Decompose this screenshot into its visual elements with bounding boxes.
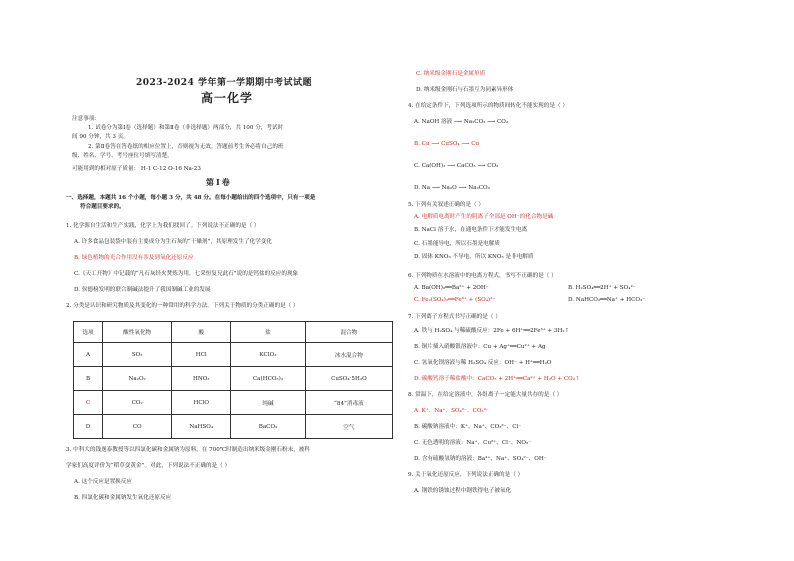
table-row — [74, 343, 393, 367]
note-1b: 间 90 分钟，共 3 页。 — [72, 134, 129, 140]
table-cell: C — [74, 391, 103, 415]
q4-option-c: C. Ca(OH)₂ ⟶ CaCO₃ ⟶ CO₂ — [414, 163, 499, 169]
note-2: 2. 第Ⅱ卷答在答卷纸的相应位置上，否则视为无效。答题前考生务必将自己的班 — [88, 144, 284, 150]
q8-stem: 8. 常温下，在给定溶液中，各组离子一定能大量共存的是（ ） — [408, 392, 563, 398]
table-cell: D — [74, 415, 103, 439]
q5-option-d: D. 固体 KNO₃ 不导电，所以 KNO₃ 是非电解质 — [414, 254, 534, 260]
atomic-masses: 可能用到的相对原子质量： H-1 C-12 O-16 Na-23 — [72, 166, 201, 172]
q2-stem: 2. 分类是认识和研究物质及其变化的一种常用的科学方法。下列关于物质的分类正确的是（ ） — [66, 303, 299, 309]
exam-title: 2023-2024 学年第一学期期中考试试题 — [136, 78, 312, 88]
table-cell: CO — [103, 415, 172, 439]
q6-option-b: B. H₂SO₄══2H⁺ + SO₄²⁻ — [568, 285, 636, 291]
table-cell: 冰水混合物 — [305, 343, 392, 367]
classification-table — [73, 321, 393, 439]
table-cell: Ca(HCO₃)₂ — [231, 367, 305, 391]
table-cell: “84”消毒液 — [305, 391, 392, 415]
q9-option-a: A. 钢铁的锈蚀过程中钢铁得电子被氧化 — [414, 488, 512, 494]
table-cell: HClO — [172, 391, 231, 415]
table-cell: KClO₃ — [231, 343, 305, 367]
q1-stem: 1. 化学源自生活和生产实践，化学上为我们找回了。下列说法不正确的是（ ） — [66, 223, 260, 229]
q8-option-d: D. 含有硫酸氢钠的溶液：Ba²⁺、Na⁺、SO₄²⁻、OH⁻ — [414, 456, 547, 462]
table-header-row — [74, 322, 393, 343]
q5-option-c: C. 石墨能导电，所以石墨是电解质 — [414, 241, 500, 247]
q7-option-c: C. 氢氧化钡溶液与稀 H₂SO₄ 反应：OH⁻ + H⁺══H₂O — [414, 360, 552, 366]
table-row — [74, 415, 393, 439]
q1-option-b: B. 绿色植物的光合作用没有涉及到氧化还原反应 — [74, 255, 194, 261]
q6-option-c: C. Fe₂(SO₄)₃══Fe³⁺ + (SO₄)²⁻ — [414, 297, 496, 303]
table-cell: 纯碱 — [231, 391, 305, 415]
table-cell: BaCO₃ — [231, 415, 305, 439]
q8-option-b: B. 碳酸钠溶液中：K⁺、Na⁺、CO₃²⁻、Cl⁻ — [414, 424, 522, 430]
table-cell: B — [74, 367, 103, 391]
q7-option-a: A. 铁与 H₂SO₄ 与稀硫酸反应：2Fe + 6H⁺══2Fe³⁺ + 3H₂↑ — [414, 328, 570, 334]
q3-stem-b: 学家们高度评价为“稻草变黄金”。对此，下列说法不正确的是（ ） — [66, 463, 231, 469]
table-header-cell: 混合物 — [305, 322, 392, 343]
q4-option-b: B. Cu ⟶ CuSO₄ ⟶ Cu — [414, 141, 480, 147]
q8-option-a: A. K⁺、Na⁺、SO₄²⁻、CO₃²⁻ — [414, 408, 489, 414]
q4-stem: 4. 在给定条件下，下列选项所示的物质间转化不能实现的是（ ） — [408, 103, 568, 109]
table-cell: CuSO₄·5H₂O — [305, 367, 392, 391]
table-header-cell: 盐 — [231, 322, 305, 343]
q1-option-c: C.《天工开物》中记载的“凡石灰经火焚炼为用，七采恒复兄此石”说的是钙盐的反应的现象 — [74, 271, 299, 277]
q3-option-b: B. 四氯化碳和金属钠发生氧化还原反应 — [74, 495, 172, 501]
table-cell: Na₂O₂ — [103, 367, 172, 391]
q4-option-a: A. NaOH 溶液 ⟶ Na₂CO₃ ⟶ CO₂ — [414, 119, 509, 125]
q7-stem: 7. 下列离子方程式书写正确的是（ ） — [408, 314, 501, 320]
table-row — [74, 391, 393, 415]
q8-option-c: C. 无色透明的溶液：Na⁺、Cu²⁺、Cl⁻、NO₃⁻ — [414, 440, 532, 446]
q1-option-d: D. 侯德榜发明的联合制碱法提升了我国制碱工业的发展 — [74, 287, 211, 293]
section-heading: 第Ⅰ卷 — [206, 177, 232, 187]
table-row — [74, 367, 393, 391]
q4-option-d: D. Na ⟶ Na₂O ⟶ Na₂CO₃ — [414, 185, 490, 191]
q6-option-d: D. NaHCO₃══Na⁺ + HCO₃⁻ — [568, 297, 646, 303]
table-header-cell: 选项 — [74, 322, 103, 343]
q5-option-b: B. NaCl 溶于水，在通电条件下才能发生电离 — [414, 227, 528, 233]
table-header-cell: 酸 — [172, 322, 231, 343]
note-2b: 级、姓名、学号、考号座位号填写清楚。 — [72, 153, 173, 159]
q3-option-d: D. 纳米级金刚石与石墨互为同素异形体 — [416, 87, 514, 93]
q3-option-c: C. 纳米级金刚石是金属单质 — [416, 71, 486, 77]
q7-option-d: D. 碳酸钙溶于稀盐酸中：CaCO₃ + 2H⁺══Ca²⁺ + H₂O + CO₂↑ — [414, 376, 580, 382]
notes-label: 注意事项： — [72, 116, 100, 122]
section-instruction-b: 符合题目要求的。 — [80, 204, 125, 210]
table-cell: HNO₃ — [172, 367, 231, 391]
section-instruction: 一、选择题，本题共 16 个小题，每小题 3 分，共 48 分。在每小题给出的四个选项中，只有一项是 — [66, 195, 316, 201]
note-1: 1. 试卷分为第Ⅰ卷（选择题）和第Ⅱ卷（非选择题）两部分，共 100 分，考试时 — [88, 125, 284, 131]
q9-stem: 9. 关于氧化还原反应，下列说法正确的是（ ） — [408, 472, 524, 478]
exam-subtitle: 高一化学 — [201, 91, 254, 105]
table-cell: NaHSO₄ — [172, 415, 231, 439]
table-header-cell: 酸性氧化物 — [103, 322, 172, 343]
table-cell: HCl — [172, 343, 231, 367]
q6-stem: 6. 下列物质在水溶液中的电离方程式，书写不正确的是（ ） — [408, 273, 557, 279]
q3-stem: 3. 中科大的钱逸泰教授等以四氯化碳和金属钠为原料，在 700℃时制造出纳米级金刚石粉末，被科 — [66, 447, 310, 453]
q1-option-a: A. 许多食品包装袋中装有主要成分为生石灰的“干燥剂”，其原理发生了化学变化 — [74, 239, 272, 245]
q5-stem: 5. 下列有关叙述正确的是（ ） — [408, 202, 485, 208]
table-cell: A — [74, 343, 103, 367]
q3-option-a: A. 这个反应是置换反应 — [74, 479, 132, 485]
table-cell: 空气 — [305, 415, 392, 439]
q5-option-a: A. 电解质电离时产生的阴离子全部是 OH⁻的化合物是碱 — [414, 214, 554, 220]
q6-option-a: A. Ba(OH)₂══Ba²⁺ + 2OH⁻ — [414, 285, 489, 291]
q7-option-b: B. 铜片插入硝酸银溶液中：Cu + Ag⁺══Cu²⁺ + Ag — [414, 344, 546, 350]
table-cell: CO₂ — [103, 391, 172, 415]
table-cell: SO₃ — [103, 343, 172, 367]
